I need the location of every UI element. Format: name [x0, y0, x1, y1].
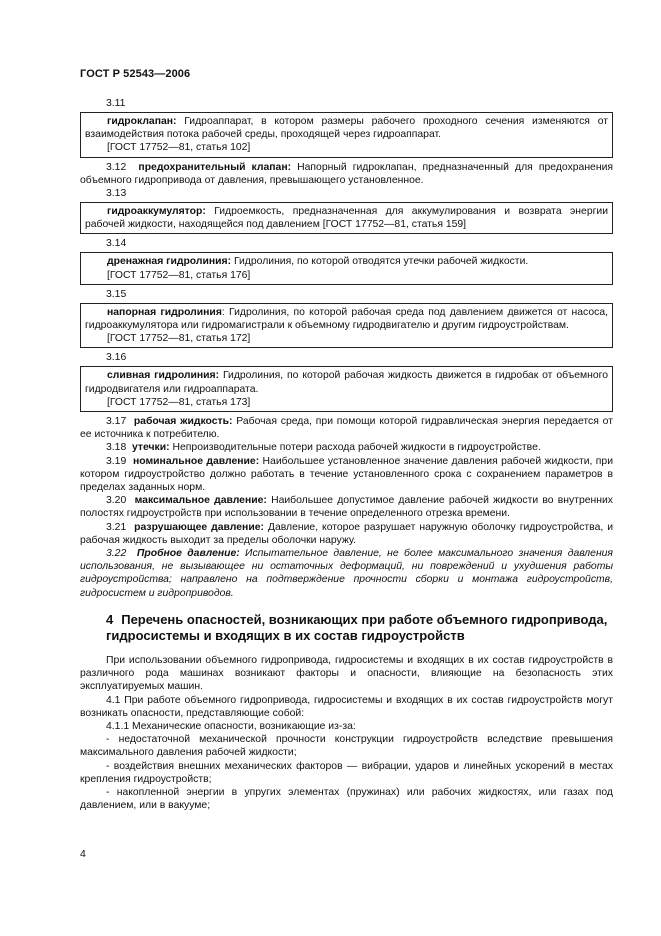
- clause-number: 3.16: [106, 352, 127, 364]
- term: максимальное давление:: [134, 495, 267, 507]
- list-item: - недостаточной механической прочности конструкции гидроустройств вследствие превышения максимального давления рабочей жидкости;: [80, 734, 613, 759]
- definition-box-3-13: [80, 202, 613, 234]
- definition: : Гидролиния, по которой рабочая среда под давлением движется от насоса, гидроаккумулятора или гидромагистрали к объемному гидродвигателю и другим гидроустройствам.: [85, 306, 608, 332]
- term: номинальное давление:: [133, 455, 260, 467]
- definition-box-3-15: [80, 303, 613, 349]
- clause-number: 3.12: [106, 161, 127, 173]
- clause-number: 3.19: [106, 455, 127, 467]
- clause-number: 3.18: [106, 442, 127, 454]
- term: сливная гидролиния:: [107, 370, 220, 382]
- definition-box-3-16: [80, 366, 613, 412]
- definition: Гидролиния, по которой отводятся утечки рабочей жидкости.: [231, 256, 529, 268]
- definition: Гидроаппарат, в котором размеры рабочего проходного сечения изменяются от взаимодействия потока рабочей среды, проходящей через гидроаппарат.: [85, 116, 608, 141]
- list-item: - накопленной энергии в упругих элементах (пружинах) или рабочих жидкостях, или газах под давлением, или в вакууме;: [80, 786, 613, 812]
- definition-text: [85, 205, 608, 231]
- clause-number: 3.14: [106, 238, 127, 250]
- definition-3-17: [80, 415, 613, 441]
- definition-3-18: [80, 441, 613, 454]
- term: предохранительный клапан:: [138, 161, 292, 173]
- definition: Непроизводительные потери расхода рабочей жидкости в гидроустройстве.: [169, 442, 541, 454]
- clause-number: 3.11: [106, 98, 126, 109]
- document-header: ГОСТ Р 52543—2006: [80, 68, 191, 80]
- term: утечки:: [132, 442, 170, 454]
- term: напорная гидролиния: [107, 306, 222, 318]
- paragraph: При использовании объемного гидропривода, гидросистемы и входящих в их состав гидроустройств в различного рода машинах возникают факторы и опасности, влияющие на безопасность этих эксплуатируемых машин.: [80, 654, 613, 693]
- term: рабочая жидкость:: [133, 416, 233, 428]
- definition-text: [85, 255, 608, 268]
- term: Пробное давление:: [136, 548, 240, 560]
- definition-text: [85, 115, 608, 141]
- section-title: Перечень опасностей, возникающих при работе объемного гидропривода, гидросистемы и входящих в их состав гидроустройств: [106, 611, 608, 643]
- list-item: - воздействия внешних механических факторов — вибрации, ударов и линейных ускорений в местах крепления гидроустройств;: [80, 760, 613, 785]
- definition-3-19: [80, 455, 613, 495]
- definition: Напорный гидроклапан, предназначенный для предохранения объемного гидропривода от давления, превышающего установленное.: [80, 161, 614, 186]
- definition: Рабочая среда, при помощи которой гидравлическая энергия передается от ее источника к потребителю.: [80, 416, 613, 441]
- definition-3-22: [80, 547, 613, 600]
- definition-box-3-14: [80, 252, 613, 284]
- clause-number: 3.20: [106, 495, 127, 507]
- clause-number: 3.21: [106, 521, 127, 533]
- source-reference: [ГОСТ 17752—81, статья 173]: [107, 396, 251, 408]
- definition: Испытательное давление, не более максимального значения давления использования, не вызывающее ни остаточных деформаций, ни повреждений и ухудшения работы гидроустройства; направлено на подтверждение прочности сборки и монтажа гидроустройств, гидросистем и гидроприводов.: [80, 548, 613, 599]
- page-content: [80, 97, 613, 812]
- definition: Наибольшее установленное значение давления рабочей жидкости, при котором гидроустройство должно работать в течение установленного срока с сохранением параметров в пределах заданных норм.: [80, 455, 613, 494]
- paragraph: 4.1 При работе объемного гидропривода, гидросистемы и входящих в их состав гидроустройств могут возникать опасности, представляющие собой:: [80, 694, 613, 719]
- section-heading: [80, 612, 613, 644]
- paragraph: 4.1.1 Механические опасности, возникающие из-за:: [106, 720, 356, 732]
- definition: Наибольшее допустимое давление рабочей жидкости во внутренних полостях гидроустройств при использовании в течение определенного отрезка времени.: [80, 495, 613, 520]
- clause-number: 3.13: [106, 188, 127, 200]
- definition: Гидроемкость, предназначенная для аккумулирования и возврата энергии рабочей жидкости, находящейся под давлением [ГОСТ 17752—81, статья 159]: [85, 206, 608, 231]
- source-reference: [ГОСТ 17752—81, статья 176]: [107, 269, 251, 281]
- page-number: 4: [80, 848, 86, 860]
- term: дренажная гидролиния:: [107, 256, 232, 268]
- definition-text: [85, 369, 608, 395]
- source-reference: [ГОСТ 17752—81, статья 172]: [107, 333, 251, 345]
- term: разрушающее давление:: [134, 521, 264, 533]
- term: гидроклапан:: [107, 116, 177, 127]
- term: гидроаккумулятор:: [107, 206, 206, 218]
- definition: Гидролиния, по которой рабочая жидкость движется в гидробак от объемного гидродвигателя или гидроаппарата.: [85, 370, 608, 395]
- definition-text: [85, 306, 608, 332]
- definition-3-21: [80, 521, 613, 547]
- definition-3-12: [80, 161, 613, 187]
- clause-number: 3.17: [106, 416, 127, 428]
- clause-number: 3.15: [106, 288, 127, 300]
- definition-3-20: [80, 494, 613, 520]
- section-number: 4: [106, 611, 114, 627]
- definition: Давление, которое разрушает наружную оболочку гидроустройства, и рабочая жидкость выходит за пределы оболочки наружу.: [80, 521, 614, 546]
- definition-box-3-11: [80, 112, 613, 158]
- source-reference: [ГОСТ 17752—81, статья 102]: [107, 142, 251, 154]
- clause-number: 3.22: [106, 548, 127, 560]
